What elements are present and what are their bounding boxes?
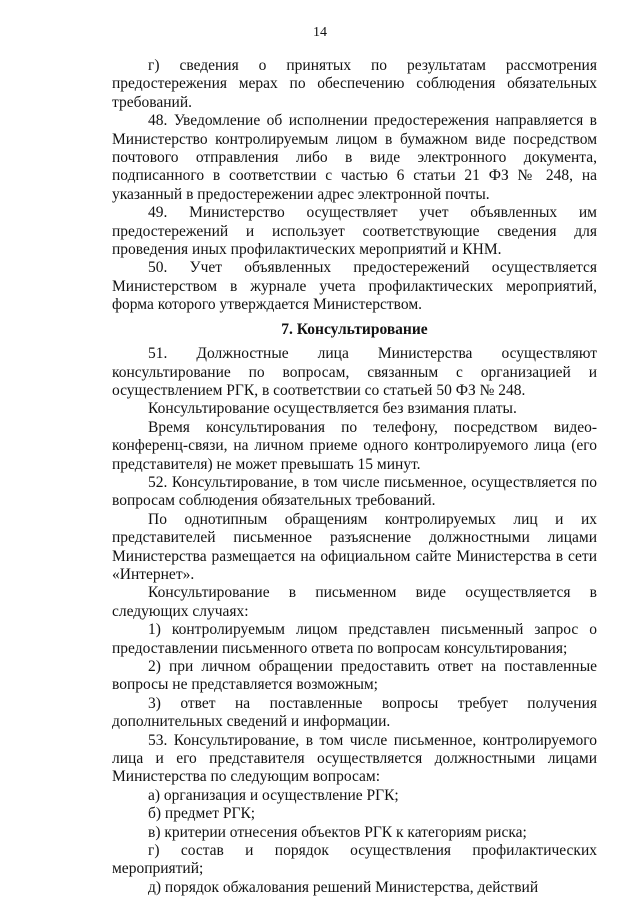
paragraph: Консультирование в письменном виде осуществляется в следующих случаях: (112, 584, 597, 620)
paragraph: 53. Консультирование, в том числе письменное, контролируемого лица и его представителя осуществляется должностными лицами Министерства по следующим вопросам: (112, 731, 597, 786)
list-item: а) организация и осуществление РГК; (148, 786, 399, 804)
paragraph: По однотипным обращениям контролируемых лиц и их представителей письменное разъяснение должностными лицами Министерства размещается на официальном сайте Министерства в сети «Интернет». (112, 510, 597, 583)
list-item: д) порядок обжалования решений Министерства, действий (148, 878, 539, 896)
page-number: 14 (313, 25, 327, 40)
paragraph: 48. Уведомление об исполнении предостережения направляется в Министерство контролируемым лицом в бумажном виде посредством почтового отправления либо в виде электронного документа, подписанного в соответствии с частью 6 статьи 21 ФЗ № 248, на указанный в предостережении адрес электронной почты. (112, 112, 597, 203)
section-heading: 7. Консультирование (281, 320, 428, 338)
paragraph: Время консультирования по телефону, посредством видео-конференц-связи, на личном приеме одного контролируемого лица (его представителя) не может превышать 15 минут. (112, 418, 597, 473)
list-item: б) предмет РГК; (148, 805, 256, 823)
document-body (112, 57, 597, 897)
paragraph: г) сведения о принятых по результатам рассмотрения предостережения мерах по обеспечению соблюдения обязательных требований. (112, 57, 597, 111)
paragraph: 49. Министерство осуществляет учет объявленных им предостережений и использует соответствующие сведения для проведения иных профилактических мероприятий и КНМ. (112, 204, 597, 259)
list-item: 2) при личном обращении предоставить ответ на поставленные вопросы не представляется возможным; (112, 658, 597, 694)
paragraph: 50. Учет объявленных предостережений осуществляется Министерством в журнале учета профилактических мероприятий, форма которого утверждается Министерством. (112, 259, 597, 314)
paragraph: Консультирование осуществляется без взимания платы. (148, 400, 517, 418)
paragraph: 51. Должностные лица Министерства осуществляют консультирование по вопросам, связанным с организацией и осуществлением РГК, в соответствии со статьей 50 ФЗ № 248. (112, 345, 597, 399)
list-item: г) состав и порядок осуществления профилактических мероприятий; (112, 842, 597, 878)
list-item: 3) ответ на поставленные вопросы требует получения дополнительных сведений и информации. (112, 694, 597, 731)
list-item: в) критерии отнесения объектов РГК к категориям риска; (148, 823, 527, 841)
paragraph: 52. Консультирование, в том числе письменное, осуществляется по вопросам соблюдения обязательных требований. (112, 473, 597, 510)
list-item: 1) контролируемым лицом представлен письменный запрос о предоставлении письменного ответа по вопросам консультирования; (112, 621, 597, 657)
